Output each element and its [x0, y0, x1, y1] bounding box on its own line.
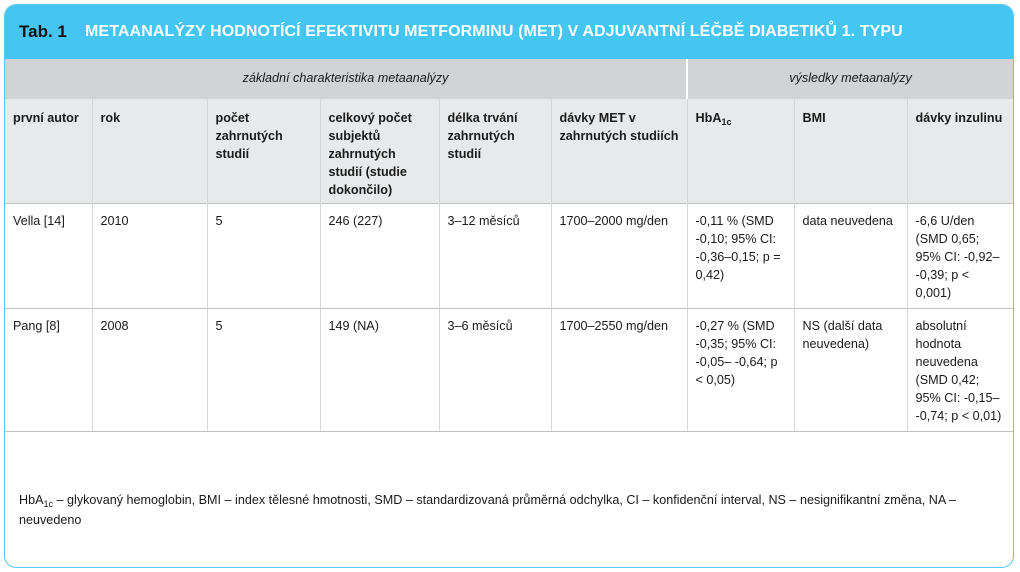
cell-duration: 3–12 měsíců [439, 204, 551, 309]
cell-n-studies: 5 [207, 309, 320, 432]
data-table [5, 59, 1013, 432]
cell-year: 2010 [92, 204, 207, 309]
col-subjects: celkový počet subjektů zahrnutých studií (studie dokončilo) [320, 99, 439, 204]
table-row [5, 204, 1013, 309]
col-year: rok [92, 99, 207, 204]
cell-insulin: absolutní hodnota neuvedena (SMD 0,42; 95% CI: -0,15– -0,74; p < 0,01) [907, 309, 1013, 432]
table-row [5, 309, 1013, 432]
col-hba1c-main: HbA [695, 111, 722, 125]
col-n-studies: počet zahrnutých studií [207, 99, 320, 204]
cell-author: Pang [8] [5, 309, 92, 432]
table-frame [4, 4, 1014, 568]
col-first-author: první autor [5, 99, 92, 204]
cell-hba1c: -0,27 % (SMD -0,35; 95% CI: -0,05– -0,64; p < 0,05) [687, 309, 794, 432]
table-title: METAANALÝZY HODNOTÍCÍ EFEKTIVITU METFORMINU (MET) V ADJUVANTNÍ LÉČBĚ DIABETIKŮ 1. TYPU [85, 23, 903, 40]
footnote-hba-sub: 1c [43, 499, 54, 509]
col-hba1c [687, 99, 794, 204]
group-results: výsledky metaanalýzy [687, 59, 1013, 99]
table-number: Tab. 1 [19, 22, 67, 41]
table-footnote [19, 490, 1004, 530]
col-bmi: BMI [794, 99, 907, 204]
cell-subjects: 246 (227) [320, 204, 439, 309]
column-header-row [5, 99, 1013, 204]
group-basic-characteristics: základní charakteristika metaanalýzy [5, 59, 687, 99]
col-insulin: dávky inzulinu [907, 99, 1013, 204]
cell-duration: 3–6 měsíců [439, 309, 551, 432]
cell-insulin: -6,6 U/den (SMD 0,65; 95% CI: -0,92– -0,39; p < 0,001) [907, 204, 1013, 309]
footnote-hba-main: HbA [19, 493, 44, 507]
cell-subjects: 149 (NA) [320, 309, 439, 432]
cell-hba1c: -0,11 % (SMD -0,10; 95% CI: -0,36–0,15; p = 0,42) [687, 204, 794, 309]
cell-met-dose: 1700–2550 mg/den [551, 309, 687, 432]
cell-year: 2008 [92, 309, 207, 432]
col-duration: délka trvání zahrnutých studií [439, 99, 551, 204]
data-table-wrapper [5, 59, 1013, 432]
cell-n-studies: 5 [207, 204, 320, 309]
cell-bmi: NS (další data neuvedena) [794, 309, 907, 432]
cell-met-dose: 1700–2000 mg/den [551, 204, 687, 309]
cell-bmi: data neuvedena [794, 204, 907, 309]
cell-author: Vella [14] [5, 204, 92, 309]
col-met-dose: dávky MET v zahrnutých studiích [551, 99, 687, 204]
table-header [5, 5, 1013, 59]
footnote-text: – glykovaný hemoglobin, BMI – index tělesné hmotnosti, SMD – standardizovaná průměrná odchylka, CI – konfidenční interval, NS – nesignifikantní změna, NA – neuvedeno [19, 493, 957, 527]
col-hba1c-sub: 1c [721, 117, 732, 127]
group-header-row [5, 59, 1013, 99]
